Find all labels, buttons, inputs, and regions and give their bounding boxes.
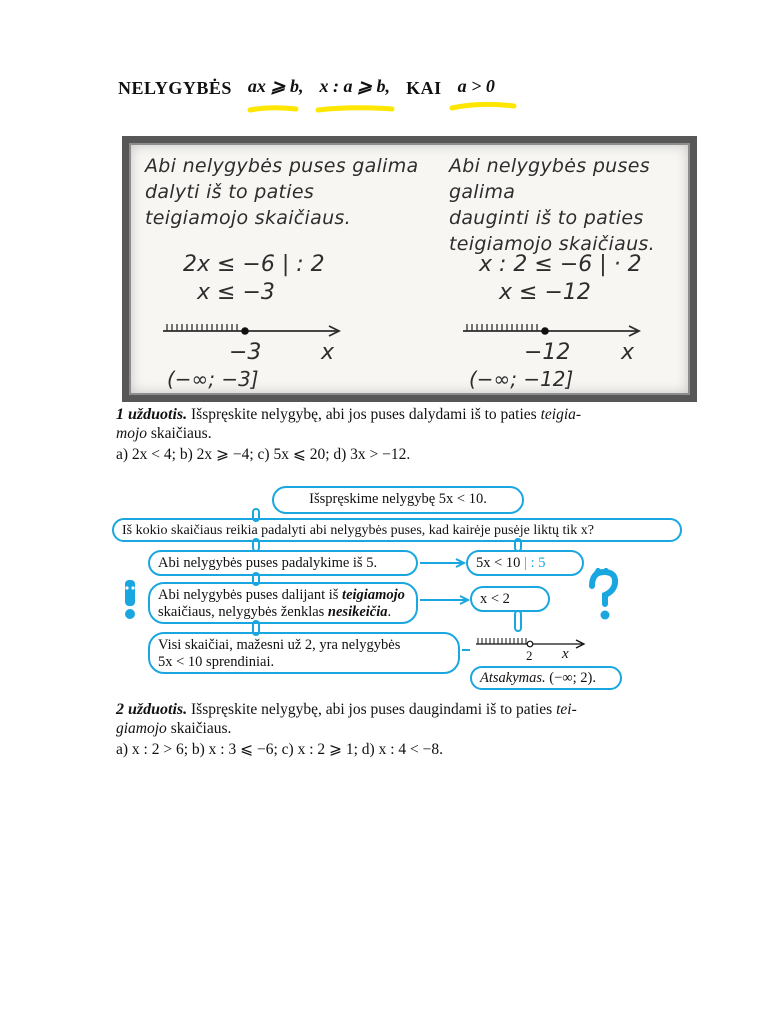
rule-note-emph-unchanged: nesikeičia — [327, 604, 388, 620]
question-figure-icon — [584, 568, 620, 624]
left-tick-label: −3 — [229, 340, 262, 365]
left-axis-var-label: x — [321, 340, 335, 365]
title-expr-x-div-a-ge-b: x : a ⩾ b, — [319, 75, 391, 96]
chain-link — [514, 610, 522, 632]
rule-note-emph-positive: teigiamojo — [342, 587, 405, 603]
title-word-when: KAI — [406, 77, 442, 98]
scheme-axis-var: x — [562, 646, 569, 662]
title-expr-ax-ge-b: ax ⩾ b, — [247, 75, 304, 96]
page-title — [118, 72, 495, 104]
task-2-text: Išspręskite nelygybę, abi jos puses daugindami iš to paties — [191, 701, 553, 718]
left-closed-point — [241, 327, 249, 335]
chain-link — [252, 538, 260, 552]
result-bubble: x < 2 — [470, 586, 550, 612]
answer-label: Atsakymas. — [480, 670, 546, 686]
task-2-statement — [116, 700, 681, 719]
answer-value: (−∞; 2). — [549, 670, 596, 686]
left-rule-line: dalyti iš to paties — [145, 181, 315, 203]
left-hatching — [167, 324, 237, 331]
solve-prompt-bubble: Išspręskime nelygybę 5x < 10. — [272, 486, 524, 514]
highlight-underline-1 — [250, 108, 296, 110]
task-2-text-emph-cont: giamojo — [116, 720, 167, 737]
chalkboard-illustration — [122, 136, 697, 402]
task-1-statement — [116, 405, 676, 424]
right-rule-text — [449, 153, 690, 257]
left-rule-line: teigiamojo skaičiaus. — [145, 207, 351, 229]
task-1-text: Išspręskite nelygybę, abi jos puses dalydami iš to paties — [191, 406, 537, 423]
chain-link — [514, 538, 522, 552]
task-2-number: 2 užduotis. — [116, 701, 188, 718]
answer-bubble — [470, 666, 622, 690]
exclamation-figure-icon — [114, 576, 148, 624]
task-2-items: a) x : 2 > 6; b) x : 3 ⩽ −6; c) x : 2 ⩾ 1; d) x : 4 < −8. — [116, 741, 443, 758]
right-rule-line: Abi nelygybės puses galima — [449, 155, 650, 203]
task-1-text-emph: teigia- — [540, 406, 582, 423]
task-1-items: a) 2x < 4; b) 2x ⩾ −4; c) 5x ⩽ 20; d) 3x > −12. — [116, 446, 411, 463]
divide-operation: | : 5 — [524, 555, 546, 571]
highlight-underline-3 — [452, 104, 514, 108]
left-interval-answer: (−∞; −3] — [167, 367, 259, 391]
task-1 — [116, 405, 676, 464]
scheme-open-point — [527, 641, 533, 647]
rule-note-bubble: Abi nelygybės puses dalijant iš teigiamojo skaičiaus, nelygybės ženklas nesikeičia. — [148, 582, 418, 624]
right-step-2: x ≤ −12 — [499, 280, 591, 305]
task-1-text-end: skaičiaus. — [150, 425, 212, 442]
left-rule-text — [145, 153, 418, 231]
solutions-line-2: 5x < 10 sprendiniai. — [158, 654, 275, 670]
chain-link — [252, 508, 260, 522]
rule-note-text: Abi nelygybės puses dalijant iš — [158, 587, 339, 603]
title-expr-a-gt-0: a > 0 — [457, 75, 495, 96]
right-step-1: x : 2 ≤ −6 | · 2 — [479, 252, 642, 277]
solutions-line-1: Visi skaičiai, mažesni už 2, yra nelygybės — [158, 637, 401, 653]
right-rule-line: teigiamojo skaičiaus. — [449, 233, 655, 255]
chain-link — [252, 620, 260, 636]
chain-link — [252, 572, 260, 586]
title-word-inequalities: NELYGYBĖS — [118, 77, 232, 98]
question-bubble: Iš kokio skaičiaus reikia padalyti abi nelygybės puses, kad kairėje pusėje liktų tik x? — [112, 518, 682, 542]
task-1-number: 1 užduotis. — [116, 406, 188, 423]
left-rule-line: Abi nelygybės puses galima — [145, 155, 419, 177]
divide-expression: 5x < 10 — [476, 555, 521, 571]
right-rule-line: dauginti iš to paties — [449, 207, 644, 229]
right-interval-answer: (−∞; −12] — [469, 367, 574, 391]
right-closed-point — [541, 327, 549, 335]
right-hatching — [467, 324, 537, 331]
highlight-underline-2 — [318, 108, 392, 110]
divide-step-bubble: Abi nelygybės puses padalykime iš 5. — [148, 550, 418, 576]
scheme-axis-tick: 2 — [526, 648, 533, 663]
right-axis-var-label: x — [621, 340, 635, 365]
task-2-text-emph: tei- — [556, 701, 577, 718]
right-tick-label: −12 — [524, 340, 571, 365]
solution-scheme — [110, 480, 690, 690]
left-step-2: x ≤ −3 — [197, 280, 275, 305]
task-1-text-emph-cont: mojo — [116, 425, 147, 442]
rule-note-text-cont: skaičiaus, nelygybės ženklas — [158, 604, 325, 620]
left-step-1: 2x ≤ −6 | : 2 — [183, 252, 325, 277]
task-2-text-end: skaičiaus. — [170, 720, 232, 737]
task-2 — [116, 700, 681, 759]
scheme-hatching — [478, 638, 526, 644]
title-highlights — [0, 0, 768, 130]
